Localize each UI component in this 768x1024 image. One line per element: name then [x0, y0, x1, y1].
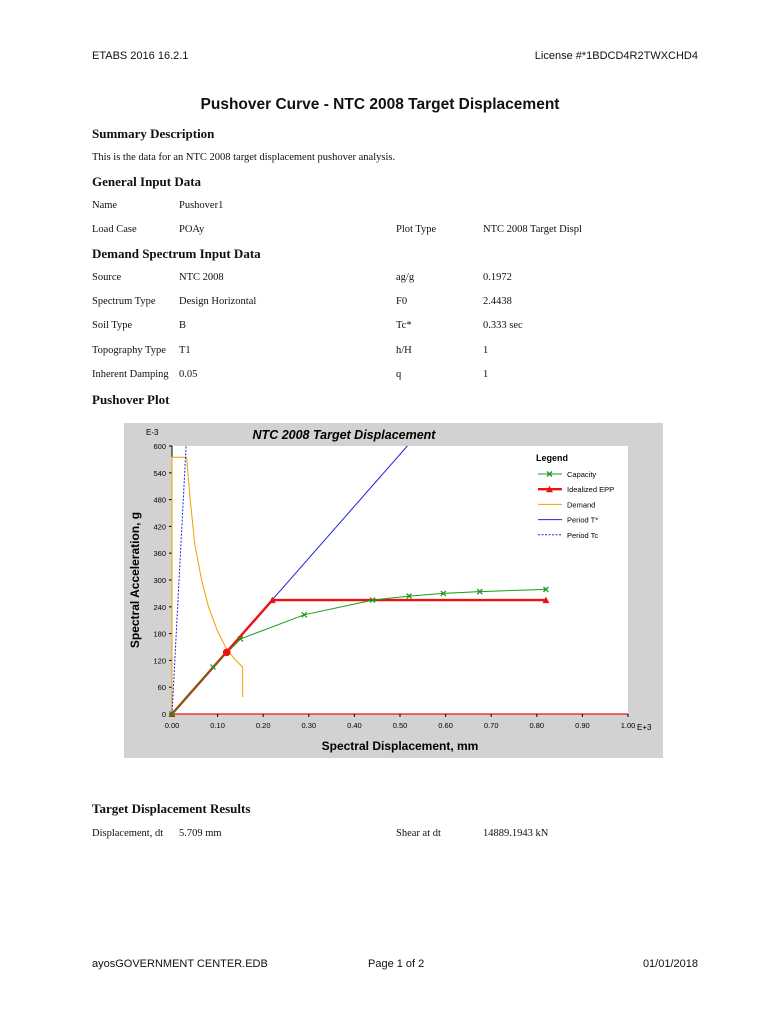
summary-text: This is the data for an NTC 2008 target displacement pushover analysis.: [92, 152, 396, 163]
x-tick-label: 0.30: [301, 721, 317, 730]
demand-label: Topography Type: [92, 345, 166, 356]
summary-heading: Summary Description: [92, 126, 215, 141]
demand-value: 0.333 sec: [483, 320, 523, 331]
demand-label: Inherent Damping: [92, 369, 169, 380]
demand-label: q: [396, 369, 402, 380]
y-axis-label: Spectral Acceleration, g: [128, 511, 142, 649]
general-heading: General Input Data: [92, 174, 202, 189]
plottype-label: Plot Type: [396, 224, 437, 235]
demand-value: Design Horizontal: [179, 296, 257, 307]
shear-value: 14889.1943 kN: [483, 828, 549, 839]
plot-heading: Pushover Plot: [92, 392, 170, 407]
app-version: ETABS 2016 16.2.1: [92, 50, 189, 62]
y-tick-label: 360: [153, 549, 166, 559]
demand-label: Source: [92, 272, 122, 283]
demand-value: NTC 2008: [179, 272, 224, 283]
x-tick-label: 0.40: [347, 721, 362, 730]
y-multiplier: E-3: [146, 428, 159, 437]
legend-label-period-t: Period T*: [567, 515, 599, 525]
loadcase-label: Load Case: [92, 224, 137, 235]
legend-title: Legend: [536, 453, 569, 463]
chart-title: NTC 2008 Target Displacement: [252, 428, 436, 442]
plot-area: [172, 446, 628, 714]
results-heading: Target Displacement Results: [92, 801, 251, 816]
legend-label-period-tc: Period Tc: [567, 530, 599, 540]
plottype-value: NTC 2008 Target Displ: [483, 224, 582, 235]
demand-value: 0.1972: [483, 272, 512, 283]
y-tick-label: 420: [153, 522, 166, 532]
displacement-label: Displacement, dt: [92, 828, 164, 839]
y-tick-label: 300: [153, 576, 166, 585]
x-tick-label: 0.50: [392, 721, 408, 730]
demand-label: Spectrum Type: [92, 296, 156, 307]
legend-label-capacity: Capacity: [567, 470, 597, 479]
demand-value: 1: [483, 369, 489, 380]
x-axis-label: Spectral Displacement, mm: [321, 739, 479, 753]
target-point: [223, 649, 231, 657]
x-multiplier: E+3: [637, 723, 652, 732]
x-tick-label: 0.00: [164, 721, 180, 730]
demand-value: T1: [179, 345, 191, 356]
name-value: Pushover1: [179, 200, 224, 211]
shear-label: Shear at dt: [396, 828, 441, 839]
pushover-chart-svg: [124, 423, 663, 758]
loadcase-value: POAy: [179, 224, 205, 235]
displacement-value: 5.709 mm: [179, 828, 222, 839]
y-tick-label: 240: [153, 602, 166, 612]
y-tick-label: 480: [153, 495, 166, 505]
license-number: License #*1BDCD4R2TWXCHD4: [534, 50, 698, 62]
legend-label-demand: Demand: [567, 500, 596, 510]
x-tick-label: 0.20: [255, 721, 271, 730]
demand-value: 2.4438: [483, 296, 512, 307]
footer-date: 01/01/2018: [642, 958, 698, 970]
x-tick-label: 0.80: [529, 721, 545, 730]
x-tick-label: 0.90: [575, 721, 590, 730]
demand-label: h/H: [396, 345, 412, 356]
demand-value: 1: [483, 345, 489, 356]
footer-page: Page 1 of 2: [368, 958, 425, 970]
demand-label: Soil Type: [92, 320, 133, 331]
y-tick-label: 0: [161, 710, 166, 719]
demand-label: F0: [396, 296, 408, 307]
demand-value: 0.05: [179, 369, 198, 380]
x-tick-label: 1.00: [620, 721, 636, 730]
footer-filename: ayosGOVERNMENT CENTER.EDB: [92, 958, 268, 970]
demand-label: ag/g: [396, 272, 415, 283]
y-tick-label: 600: [153, 442, 166, 451]
pushover-chart: [124, 423, 663, 758]
y-tick-label: 60: [157, 683, 166, 693]
legend-label-idealized-epp: Idealized EPP: [567, 485, 615, 495]
y-tick-label: 540: [153, 468, 166, 478]
demand-label: Tc*: [396, 320, 412, 331]
x-tick-label: 0.70: [483, 721, 499, 730]
demand-heading: Demand Spectrum Input Data: [92, 246, 261, 261]
page-title: Pushover Curve - NTC 2008 Target Displacement: [200, 96, 560, 113]
y-tick-label: 120: [153, 656, 166, 666]
y-tick-label: 180: [153, 629, 166, 639]
demand-value: B: [179, 320, 187, 331]
name-label: Name: [92, 200, 118, 211]
x-tick-label: 0.60: [438, 721, 453, 730]
x-tick-label: 0.10: [210, 721, 225, 730]
